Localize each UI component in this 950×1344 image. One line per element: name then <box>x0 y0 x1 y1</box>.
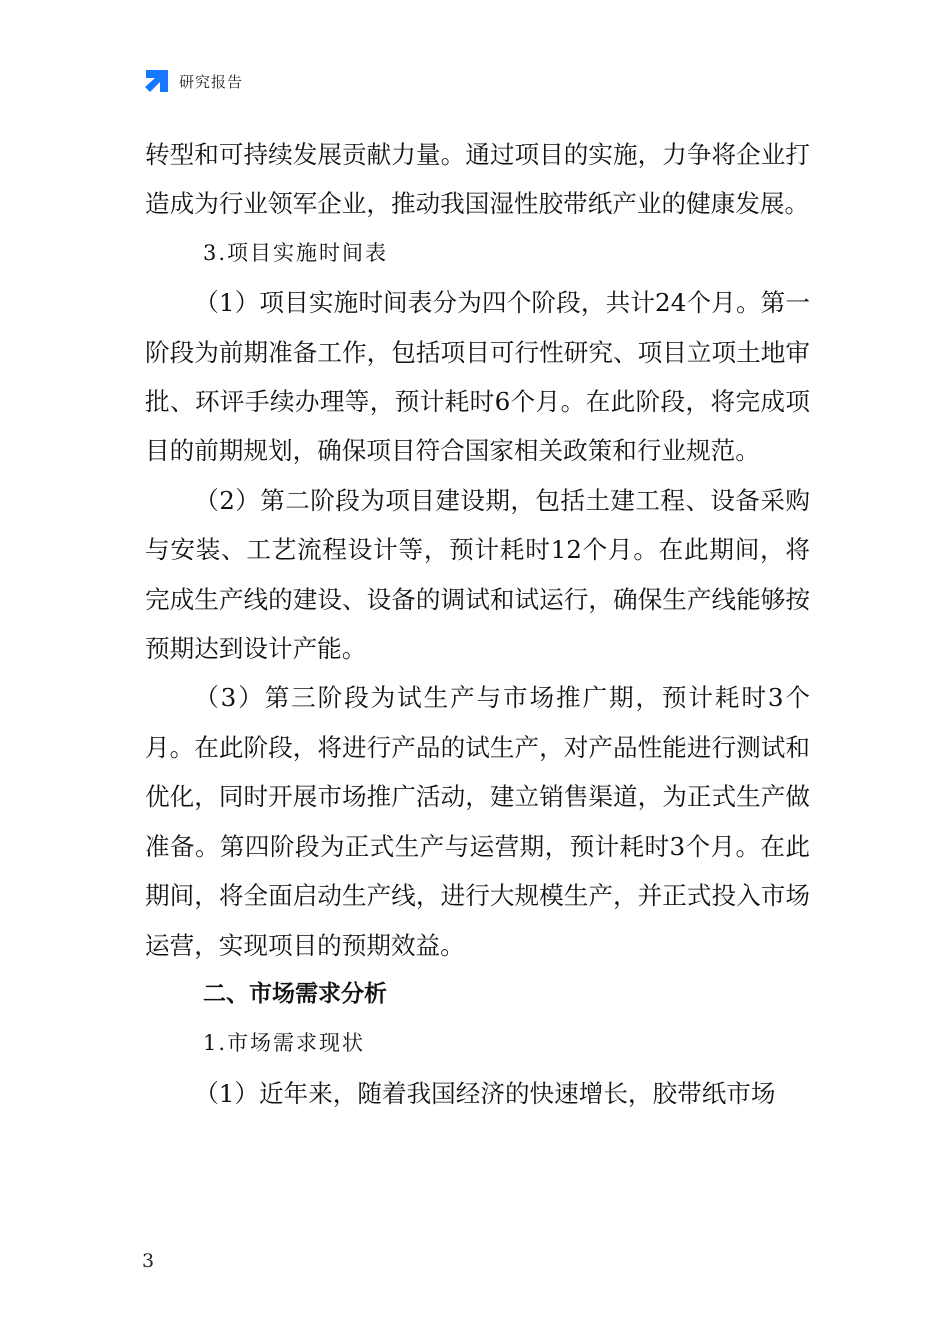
arrow-up-right-logo-icon <box>143 67 171 95</box>
header-title: 研究报告 <box>179 72 244 91</box>
section-heading-market-analysis: 二、市场需求分析 <box>203 980 387 1007</box>
paragraph-intro: 转型和可持续发展贡献力量。通过项目的实施，力争将企业打造成为行业领军企业，推动我国湿性胶带纸产业的健康发展。 <box>145 140 810 219</box>
subheading-market-status: 1.市场需求现状 <box>203 1031 366 1056</box>
paragraph-phase-3-4: （3）第三阶段为试生产与市场推广期，预计耗时3个月。在此阶段，将进行产品的试生产，对产品性能进行测试和优化，同时开展市场推广活动，建立销售渠道，为正式生产做准备。第四阶段为正式生产与运营期，预计耗时3个月。在此期间，将全面启动生产线，进行大规模生产，并正式投入市场运营，实现项目的预期效益。 <box>145 683 810 960</box>
report-header <box>143 66 243 96</box>
page-number: 3 <box>142 1250 155 1272</box>
paragraph-phase-2: （2）第二阶段为项目建设期，包括土建工程、设备采购与安装、工艺流程设计等，预计耗时12个月。在此期间，将完成生产线的建设、设备的调试和试运行，确保生产线能够按预期达到设计产能。 <box>145 485 810 664</box>
subheading-timeline: 3.项目实施时间表 <box>203 240 389 265</box>
document-body <box>145 130 810 1118</box>
paragraph-phase-1: （1）项目实施时间表分为四个阶段，共计24个月。第一阶段为前期准备工作，包括项目可行性研究、项目立项土地审批、环评手续办理等，预计耗时6个月。在此阶段，将完成项目的前期规划，确保项目符合国家相关政策和行业规范。 <box>145 288 810 466</box>
paragraph-market-status: （1）近年来，随着我国经济的快速增长，胶带纸市场 <box>194 1078 776 1108</box>
